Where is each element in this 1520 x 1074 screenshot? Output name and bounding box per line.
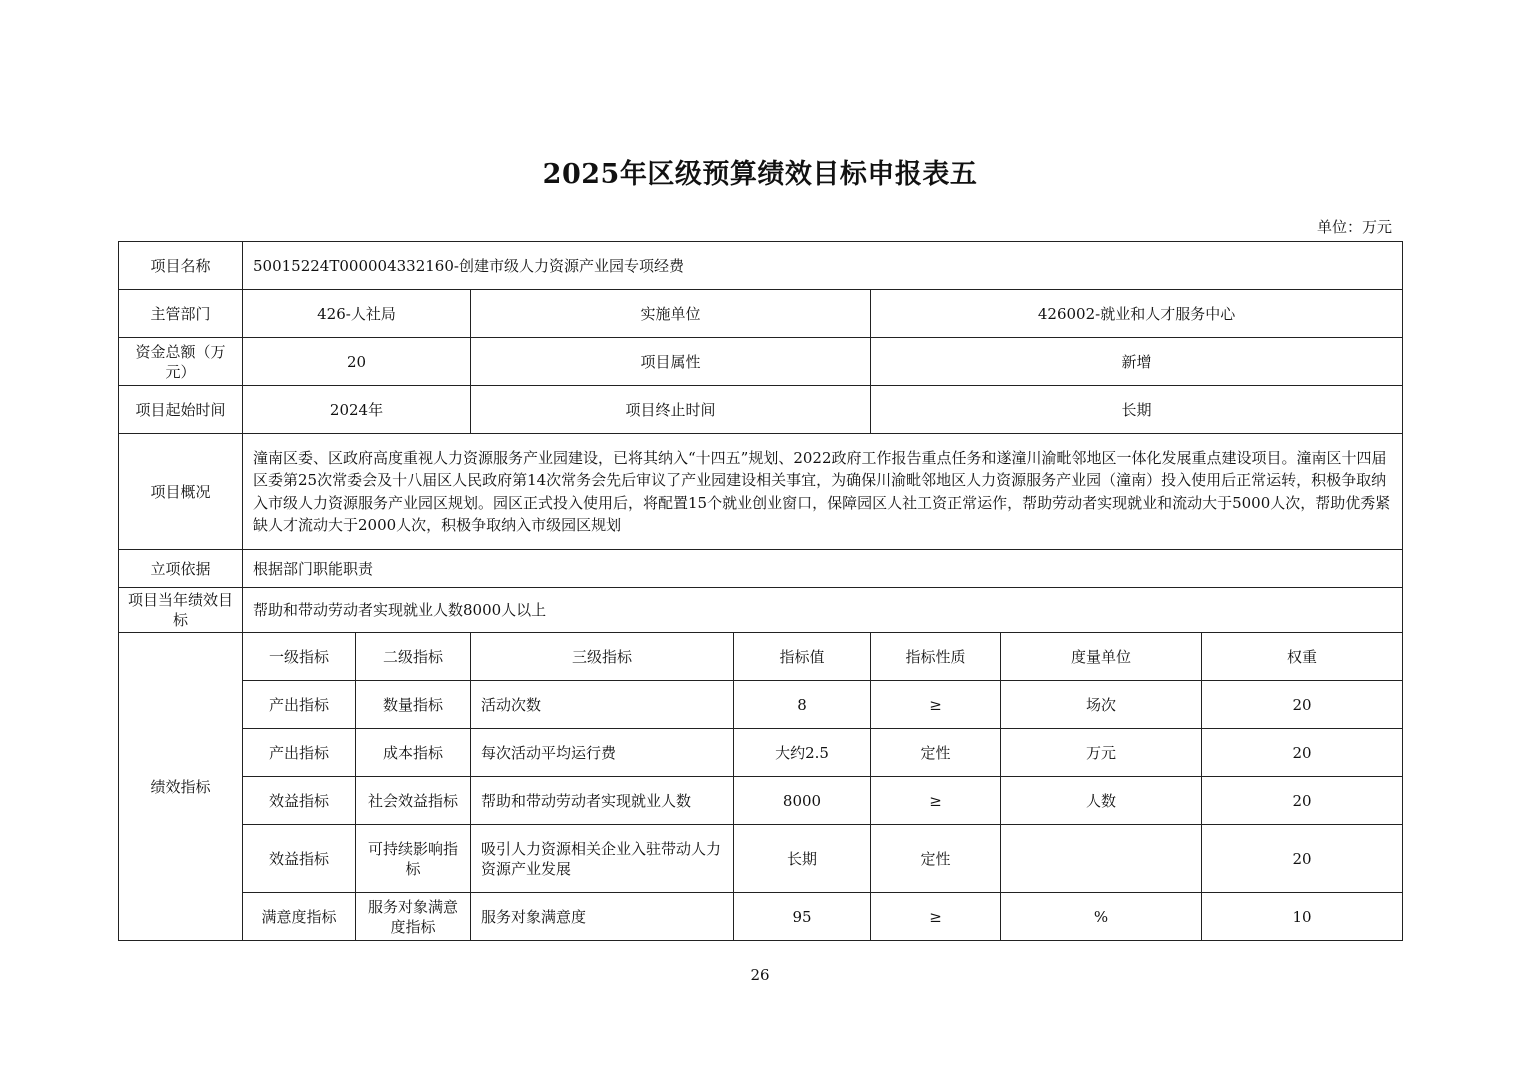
indicator-level3: 帮助和带动劳动者实现就业人数 (471, 777, 734, 825)
start-time-label: 项目起始时间 (119, 386, 243, 434)
indicator-level1: 效益指标 (243, 777, 356, 825)
department-value: 426-人社局 (243, 290, 471, 338)
impl-unit-value: 426002-就业和人才服务中心 (871, 290, 1403, 338)
page-title: 2025年区级预算绩效目标申报表五 (542, 159, 978, 190)
indicator-value: 长期 (734, 825, 871, 893)
department-row (119, 290, 1403, 338)
funds-row (119, 338, 1403, 386)
indicator-level1: 满意度指标 (243, 893, 356, 941)
page-number: 26 (750, 966, 770, 984)
indicator-level3: 每次活动平均运行费 (471, 729, 734, 777)
indicator-nature: 定性 (871, 825, 1001, 893)
overview-value: 潼南区委、区政府高度重视人力资源服务产业园建设，已将其纳入“十四五”规划、2022政府工作报告重点任务和遂潼川渝毗邻地区一体化发展重点建设项目。潼南区十四届区委第25次常委会及十八届区人民政府第14次常务会先后审议了产业园建设相关事宜，为确保川渝毗邻地区人力资源服务产业园（潼南）投入使用后正常运转，积极争取纳入市级人力资源服务产业园区规划。园区正式投入使用后，将配置15个就业创业窗口，保障园区人社工资正常运作，帮助劳动者实现就业和流动大于5000人次，帮助优秀紧缺人才流动大于2000人次，积极争取纳入市级园区规划 (243, 434, 1403, 550)
header-nature: 指标性质 (871, 633, 1001, 681)
department-label: 主管部门 (119, 290, 243, 338)
indicator-row (119, 729, 1403, 777)
end-time-label: 项目终止时间 (471, 386, 871, 434)
performance-target-table (118, 241, 1403, 941)
indicator-level1: 产出指标 (243, 681, 356, 729)
indicator-header-row (119, 633, 1403, 681)
header-level1: 一级指标 (243, 633, 356, 681)
indicator-weight: 20 (1202, 825, 1403, 893)
impl-unit-label: 实施单位 (471, 290, 871, 338)
annual-goal-row (119, 588, 1403, 633)
indicator-level3: 活动次数 (471, 681, 734, 729)
header-unit: 度量单位 (1001, 633, 1202, 681)
basis-label: 立项依据 (119, 550, 243, 588)
indicator-weight: 20 (1202, 729, 1403, 777)
header-weight: 权重 (1202, 633, 1403, 681)
indicator-row (119, 893, 1403, 941)
overview-row (119, 434, 1403, 550)
indicator-unit: 万元 (1001, 729, 1202, 777)
indicator-value: 8 (734, 681, 871, 729)
indicator-level2: 数量指标 (356, 681, 471, 729)
unit-label: 单位：万元 (1316, 218, 1392, 236)
header-value: 指标值 (734, 633, 871, 681)
indicator-level1: 效益指标 (243, 825, 356, 893)
indicator-nature: 定性 (871, 729, 1001, 777)
total-funds-label: 资金总额（万元） (119, 338, 243, 386)
indicator-level2: 成本指标 (356, 729, 471, 777)
indicator-level2: 可持续影响指标 (356, 825, 471, 893)
indicator-nature: ≥ (871, 777, 1001, 825)
indicator-unit: % (1001, 893, 1202, 941)
end-time-value: 长期 (871, 386, 1403, 434)
basis-row (119, 550, 1403, 588)
indicator-level3: 服务对象满意度 (471, 893, 734, 941)
project-name-row (119, 242, 1403, 290)
basis-value: 根据部门职能职责 (243, 550, 1403, 588)
header-level2: 二级指标 (356, 633, 471, 681)
attribute-label: 项目属性 (471, 338, 871, 386)
indicator-weight: 20 (1202, 681, 1403, 729)
start-time-value: 2024年 (243, 386, 471, 434)
time-row (119, 386, 1403, 434)
indicator-level2: 社会效益指标 (356, 777, 471, 825)
indicator-value: 95 (734, 893, 871, 941)
indicator-level2: 服务对象满意度指标 (356, 893, 471, 941)
indicator-row (119, 681, 1403, 729)
header-level3: 三级指标 (471, 633, 734, 681)
indicator-unit (1001, 825, 1202, 893)
annual-goal-value: 帮助和带动劳动者实现就业人数8000人以上 (243, 588, 1403, 633)
indicator-nature: ≥ (871, 893, 1001, 941)
annual-goal-label: 项目当年绩效目标 (119, 588, 243, 633)
project-name-label: 项目名称 (119, 242, 243, 290)
indicators-label: 绩效指标 (119, 633, 243, 941)
total-funds-value: 20 (243, 338, 471, 386)
indicator-value: 8000 (734, 777, 871, 825)
overview-label: 项目概况 (119, 434, 243, 550)
indicator-weight: 20 (1202, 777, 1403, 825)
indicator-level1: 产出指标 (243, 729, 356, 777)
indicator-nature: ≥ (871, 681, 1001, 729)
indicator-row (119, 825, 1403, 893)
indicator-value: 大约2.5 (734, 729, 871, 777)
attribute-value: 新增 (871, 338, 1403, 386)
project-name-value: 50015224T000004332160-创建市级人力资源产业园专项经费 (243, 242, 1403, 290)
indicator-unit: 人数 (1001, 777, 1202, 825)
indicator-weight: 10 (1202, 893, 1403, 941)
indicator-row (119, 777, 1403, 825)
indicator-level3: 吸引人力资源相关企业入驻带动人力资源产业发展 (471, 825, 734, 893)
indicator-unit: 场次 (1001, 681, 1202, 729)
